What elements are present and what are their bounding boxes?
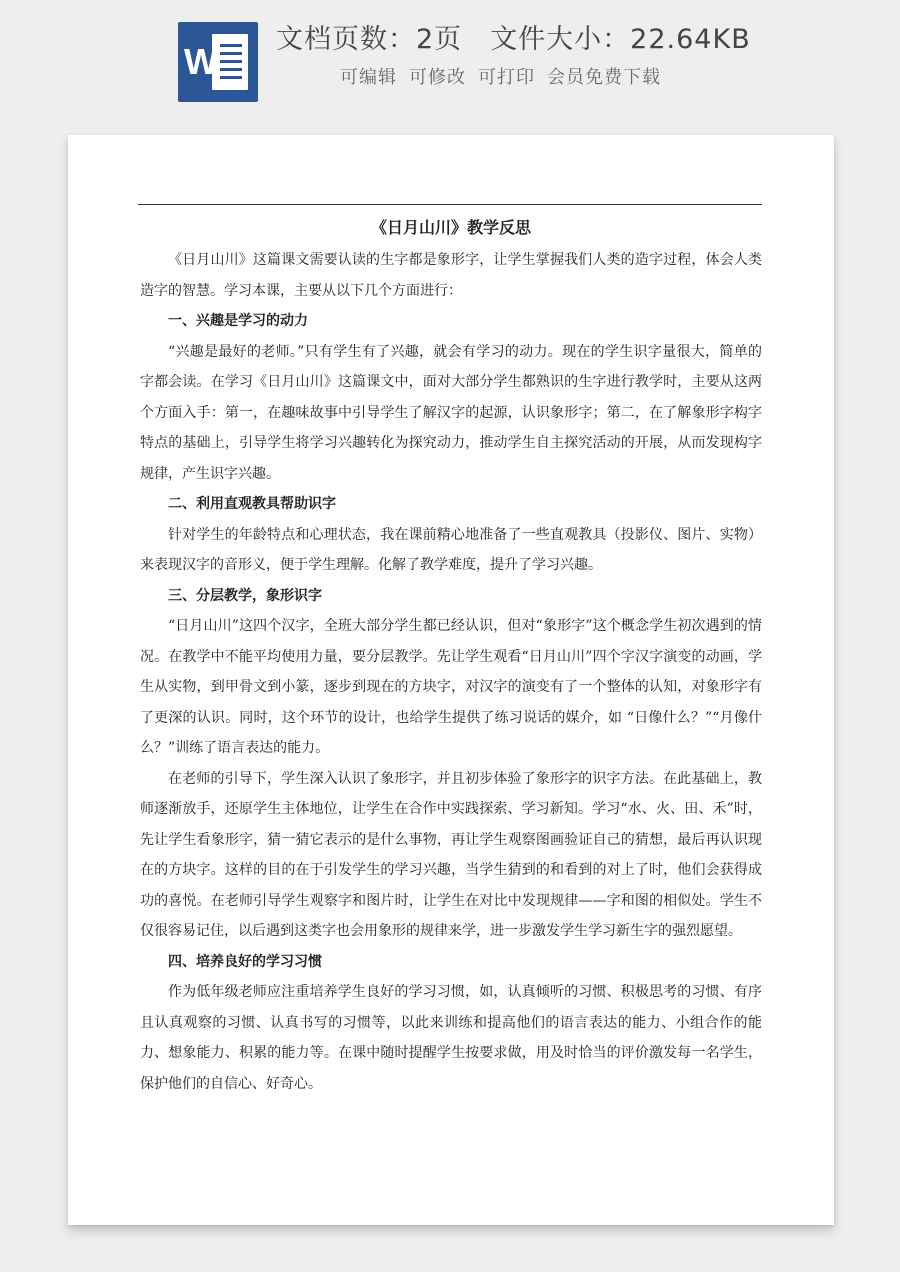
feature-printable: 可打印 [478, 67, 535, 88]
paragraph-layered-teaching: “日月山川”这四个汉字，全班大部分学生都已经认识，但对“象形字”这个概念学生初次遇到的情况。在教学中不能平均使用力量，要分层教学。先让学生观看“日月山川”四个字汉字演变的动画，学生从实物，到甲骨文到小篆，逐步到现在的方块字，对汉字的演变有了一个整体的认知，对象形字有了更深的认识。同时，这个环节的设计，也给学生提供了练习说话的媒介，如 “日像什么？”“月像什么？”训练了语言表达的能力。 [140, 618, 762, 756]
paragraph-guided-learning: 在老师的引导下，学生深入认识了象形字，并且初步体验了象形字的识字方法。在此基础上，教师逐渐放手，还原学生主体地位，让学生在合作中实践探索、学习新知。学习“水、火、田、禾”时，先让学生看象形字，猜一猜它表示的是什么事物，再让学生观察图画验证自己的猜想，最后再认识现在的方块字。这样的目的在于引发学生的学习兴趣，当学生猜到的和看到的对上了时，他们会获得成功的喜悦。在老师引导学生观察字和图片时，让学生在对比中发现规律——字和图的相似处。学生不仅很容易记住，以后遇到这类字也会用象形的规律来学，进一步激发学生学习新生字的强烈愿望。 [140, 770, 762, 939]
document-page [68, 135, 834, 1225]
paragraph-intro: 《日月山川》这篇课文需要认读的生字都是象形字，让学生掌握我们人类的造字过程，体会人类造字的智慧。学习本课，主要从以下几个方面进行： [140, 252, 762, 299]
document-title: 《日月山川》教学反思 [370, 218, 531, 237]
section-heading-2: 二、利用直观教具帮助识字 [168, 496, 336, 512]
feature-member-download: 会员免费下载 [547, 67, 661, 88]
feature-editable: 可编辑 [340, 67, 397, 88]
word-document-icon [178, 22, 258, 102]
feature-list [340, 64, 661, 92]
header-rule [138, 204, 762, 205]
paragraph-interest: “兴趣是最好的老师。”只有学生有了兴趣，就会有学习的动力。现在的学生识字量很大，简单的字都会读。在学习《日月山川》这篇课文中，面对大部分学生都熟识的生字进行教学时，主要从这两个方面入手：第一，在趣味故事中引导学生了解汉字的起源，认识象形字；第二，在了解象形字构字特点的基础上，引导学生将学习兴趣转化为探究动力，推动学生自主探究活动的开展，从而发现构字规律，产生识字兴趣。 [140, 343, 762, 482]
page-count-label: 文档页数：2页 [276, 24, 463, 55]
paragraph-study-habits: 作为低年级老师应注重培养学生良好的学习习惯，如，认真倾听的习惯、积极思考的习惯、有序且认真观察的习惯、认真书写的习惯等，以此来训练和提高他们的语言表达的能力、小组合作的能力、想象能力、积累的能力等。在课中随时提醒学生按要求做，用及时恰当的评价激发每一名学生，保护他们的自信心、好奇心。 [140, 984, 762, 1092]
download-banner [0, 0, 900, 118]
feature-modifiable: 可修改 [409, 67, 466, 88]
document-body [140, 213, 762, 1099]
section-heading-3: 三、分层教学，象形识字 [168, 587, 322, 604]
paragraph-teaching-aids: 针对学生的年龄特点和心理状态，我在课前精心地准备了一些直观教具（投影仪、图片、实物）来表现汉字的音形义，便于学生理解。化解了教学难度，提升了学习兴趣。 [140, 526, 762, 573]
file-info [276, 20, 751, 60]
file-size-label: 文件大小：22.64KB [490, 24, 751, 55]
section-heading-1: 一、兴趣是学习的动力 [168, 313, 308, 329]
section-heading-4: 四、培养良好的学习习惯 [168, 953, 322, 970]
word-letter: W [184, 41, 218, 82]
